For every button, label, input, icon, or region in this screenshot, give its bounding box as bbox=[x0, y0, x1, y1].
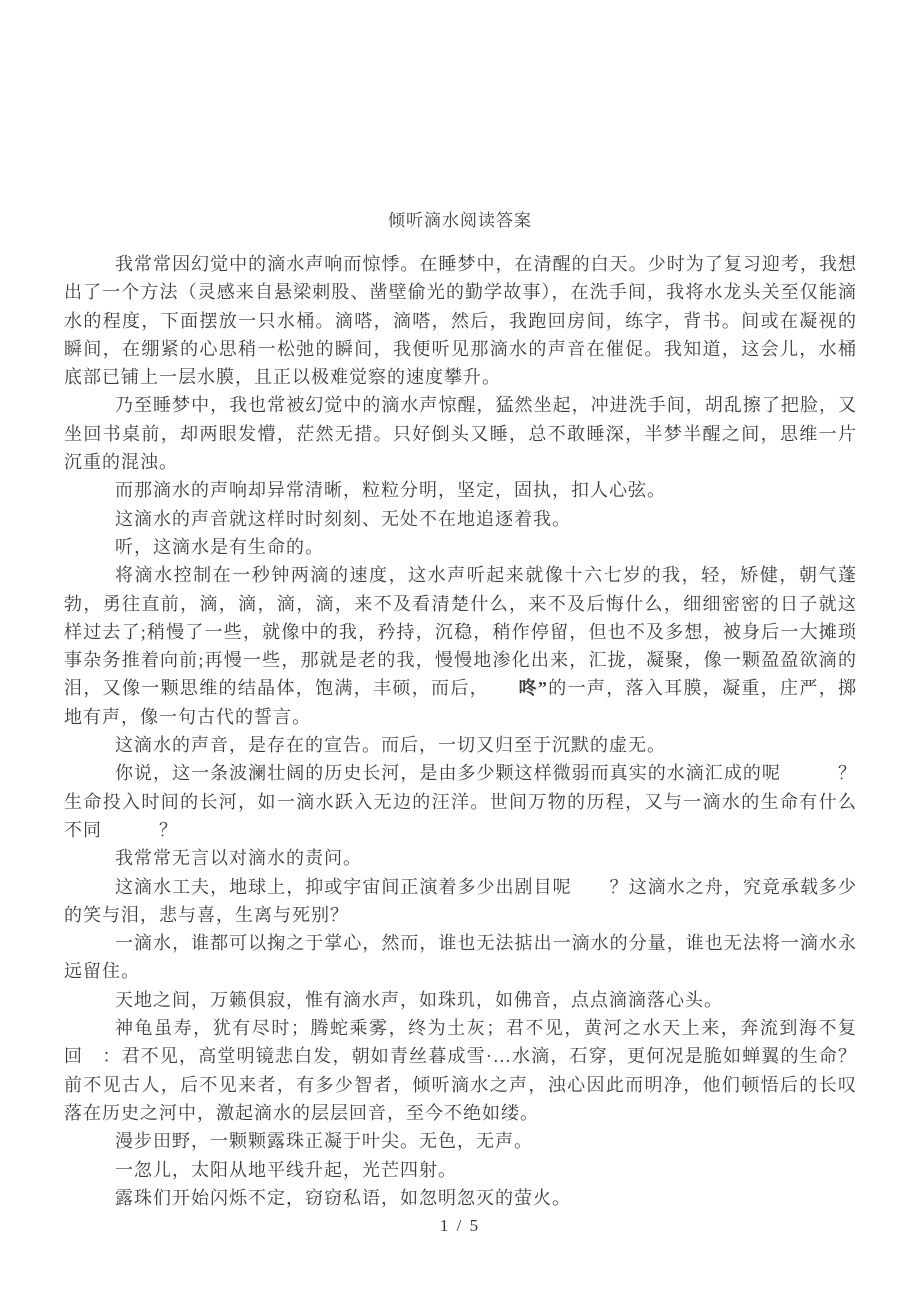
page-number: 1 / 5 bbox=[439, 1216, 481, 1235]
paragraph-text: 这滴水的声音，是存在的宣告。而后，一切又归至于沉默的虚无。 bbox=[115, 735, 666, 756]
paragraph bbox=[64, 844, 857, 872]
paragraph-text: 漫步田野，一颗颗露珠正凝于叶尖。无色，无声。 bbox=[115, 1131, 533, 1152]
paragraph bbox=[64, 391, 857, 476]
paragraph-text: 天地之间，万籁俱寂，惟有滴水声，如珠玑，如佛音，点点滴滴落心头。 bbox=[115, 989, 723, 1010]
paragraph-text: 将滴水控制在一秒钟两滴的速度，这水声听起来就像十六七岁的我，轻，矫健，朝气蓬勃，勇往直前，滴，滴，滴，滴，来不及看清楚什么，来不及后悔什么，细细密密的日子就这样过去了;稍慢了一些，就像中的我，矜持，沉稳，稍作停留，但也不及多想，被身后一大摊琐事杂务推着向前;再慢一些，那就是老的我，慢慢地渗化出来，汇拢，凝聚，像一颗盈盈欲滴的泪，又像一颗思维的结晶体，饱满，丰硕，而后， bbox=[64, 565, 857, 699]
paragraph bbox=[64, 759, 857, 844]
paragraph-text: 神龟虽寿，犹有尽时；腾蛇乘雾，终为土灰；君不见，黄河之水天上来，奔流到海不复回 ：君不见，高堂明镜悲白发，朝如青丝暮成雪·…水滴，石穿，更何况是脆如蝉翼的生命？前不见古人，后不见来者，有多少智者，倾听滴水之声，浊心因此而明净，他们顿悟后的长叹落在历史之河中，激起滴水的层层回音，至今不绝如缕。 bbox=[64, 1018, 857, 1123]
paragraph-text: 露珠们开始闪烁不定，窃窃私语，如忽明忽灭的萤火。 bbox=[115, 1187, 571, 1208]
paragraph bbox=[64, 505, 857, 533]
paragraph-text: 这滴水的声音就这样时时刻刻、无处不在地追逐着我。 bbox=[115, 508, 571, 529]
paragraph bbox=[64, 533, 857, 561]
paragraph-text: 我常常无言以对滴水的责问。 bbox=[115, 848, 362, 869]
paragraph bbox=[64, 1014, 857, 1127]
paragraph-text: 乃至睡梦中，我也常被幻觉中的滴水声惊醒，猛然坐起，冲进洗手间，胡乱擦了把脸，又坐回书桌前，却两眼发懵，茫然无措。只好倒头又睡，总不敢睡深，半梦半醒之间，思维一片沉重的混浊。 bbox=[64, 395, 857, 473]
paragraph-text: 而那滴水的声响却异常清晰，粒粒分明，坚定，固执，扣人心弦。 bbox=[115, 480, 666, 501]
paragraph bbox=[64, 929, 857, 986]
paragraph bbox=[64, 873, 857, 930]
paragraph bbox=[64, 1184, 857, 1212]
paragraph bbox=[64, 731, 857, 759]
paragraph bbox=[64, 561, 857, 731]
paragraph-text: 你说，这一条波澜壮阔的历史长河，是由多少颗这样微弱而真实的水滴汇成的呢 ？生命投入时间的长河，如一滴水跃入无边的汪洋。世间万物的历程，又与一滴水的生命有什么不同 ？ bbox=[64, 763, 857, 840]
document-title: 倾听滴水阅读答案 bbox=[388, 211, 532, 230]
paragraph-text: 这滴水工夫，地球上，抑或宇宙间正演着多少出剧目呢 ？这滴水之舟，究竟承载多少的笑与泪，悲与喜，生离与死别？ bbox=[64, 876, 857, 925]
document-body bbox=[64, 250, 857, 1212]
paragraph-text: 的一声，落入耳膜，凝重，庄严，掷地有声，像一句古代的誓言。 bbox=[64, 678, 858, 727]
paragraph bbox=[64, 250, 857, 391]
paragraph bbox=[64, 1127, 857, 1155]
paragraph-text: 一滴水，谁都可以掬之于掌心，然而，谁也无法掂出一滴水的分量，谁也无法将一滴水永远留住。 bbox=[64, 933, 857, 982]
paragraph-text: 我常常因幻觉中的滴水声响而惊悸。在睡梦中，在清醒的白天。少时为了复习迎考，我想出了一个方法（灵感来自悬梁刺股、凿壁偷光的勤学故事），在洗手间，我将水龙头关至仅能滴水的程度，下面摆放一只水桶。滴嗒，滴嗒，然后，我跑回房间，练字，背书。间或在凝视的瞬间，在绷紧的心思稍一松弛的瞬间，我便听见那滴水的声音在催促。我知道，这会儿，水桶底部已铺上一层水膜，且正以极难觉察的速度攀升。 bbox=[64, 254, 857, 388]
paragraph bbox=[64, 476, 857, 504]
paragraph bbox=[64, 1156, 857, 1184]
paragraph bbox=[64, 986, 857, 1014]
paragraph-text: 听，这滴水是有生命的。 bbox=[115, 536, 324, 557]
paragraph-bold-text: 咚” bbox=[518, 678, 548, 699]
paragraph-text: 一忽儿，太阳从地平线升起，光芒四射。 bbox=[115, 1159, 457, 1180]
